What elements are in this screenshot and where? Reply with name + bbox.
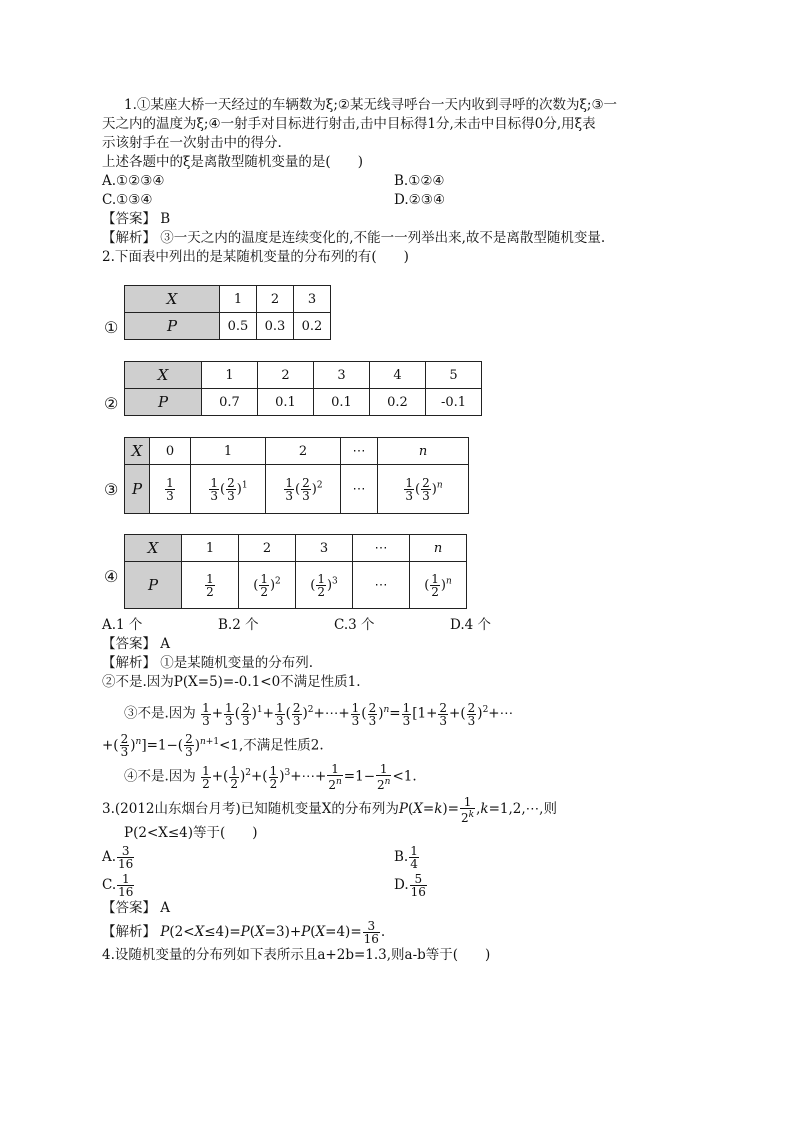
table3-cell: n (378, 438, 469, 465)
table3-header-p: P (125, 465, 150, 514)
table4-cell: ( $\frac{1}{2}$ )$^2$ (239, 562, 296, 609)
q1-line1: 1.①某座大桥一天经过的车辆数为ξ;②某无线寻呼台一天内收到寻呼的次数为ξ;③一 (124, 97, 618, 113)
table1-cell: 0.3 (257, 313, 294, 340)
q1-answer: 【答案】 B (102, 211, 171, 227)
table2-label: ② (104, 394, 119, 413)
table4-cell: ( $\frac{1}{2}$ )$^3$ (296, 562, 353, 609)
table4-header-p: P (125, 562, 182, 609)
q3-analysis-label: 【解析】 (102, 923, 156, 940)
table2-cell: 0.1 (258, 389, 314, 416)
q1-option-a: A.①②③④ (102, 173, 165, 189)
table2-header-p: P (125, 389, 202, 416)
q3-options-row2 (102, 871, 682, 899)
q2-stem: 2.下面表中列出的是某随机变量的分布列的有( ) (102, 249, 409, 265)
q1-options-row2 (102, 191, 682, 210)
q3-option-b-label: B. (394, 848, 409, 865)
q3-stem-text: 3.(2012山东烟台月考)已知随机变量X的分布列为 (102, 801, 399, 817)
q3-option-a: A. $\frac{3}{16}$ (102, 843, 134, 871)
q2-option-c: C.3 个 (334, 617, 375, 633)
table2 (124, 361, 482, 416)
table1-cell: 3 (294, 286, 331, 313)
q3-option-a-label: A. (102, 848, 117, 865)
worksheet-continued (102, 616, 682, 965)
table1-header-p: P (125, 313, 220, 340)
q3-option-b: B. $\frac{1}{4}$ (394, 843, 418, 871)
table2-cell: 0.7 (202, 389, 258, 416)
table1-header-x: X (125, 286, 220, 313)
q2-options (102, 616, 682, 635)
table3-cell: $\frac{1}{3}$ ( $\frac{2}{3}$ )$^n$ (378, 465, 469, 514)
table2-cell: 5 (426, 362, 482, 389)
table3-header-x: X (125, 438, 150, 465)
q2-analysis-4: ④不是.因为 $\frac{1}{2}$ +( $\frac{1}{2}$ )$^2$+( $\frac{1}{2}$ )$^3$+⋯+ $\frac{1}{2^n}$ =1− $\frac{1}{2^n}$ <1. (124, 762, 417, 792)
table2-cell: 4 (370, 362, 426, 389)
q3-stem: 3.(2012山东烟台月考)已知随机变量X的分布列为P(X=k)= $\frac{1}{2^k}$ ,k=1,2,⋯,则 (102, 794, 557, 825)
q1-options-row1 (102, 172, 682, 191)
table3-cell: $\frac{1}{3}$ ( $\frac{2}{3}$ )$^1$ (191, 465, 266, 514)
q3-option-d-label: D. (394, 876, 409, 893)
table4-cell: 1 (182, 535, 239, 562)
table3-cell: 1 (191, 438, 266, 465)
table3-cell: $\frac{1}{3}$ ( $\frac{2}{3}$ )$^2$ (266, 465, 341, 514)
q3-option-d: D. $\frac{5}{16}$ (394, 871, 426, 899)
q2-analysis-3b-text: ,不满足性质2. (238, 737, 324, 753)
q3-stem-2: P(2<X≤4)等于( ) (124, 824, 258, 841)
table4-cell: $\frac{1}{2}$ (182, 562, 239, 609)
q2-analysis-3b: +( $\frac{2}{3}$ )$^n$]=1−( $\frac{2}{3}$ )$^{n+1}$<1,不满足性质2. (102, 732, 324, 759)
q1-option-b: B.①②④ (394, 173, 445, 189)
table1-label: ① (104, 318, 119, 337)
worksheet (102, 96, 682, 267)
q1-option-d: D.②③④ (394, 192, 445, 208)
table3-cell: ⋯ (341, 438, 378, 465)
q3-analysis: 【解析】 P(2<X≤4)=P(X=3)+P(X=4)= $\frac{3}{16}$ . (102, 918, 386, 946)
table4-cell: n (410, 535, 467, 562)
q1-analysis: 【解析】 ③一天之内的温度是连续变化的,不能一一列举出来,故不是离散型随机变量. (102, 230, 606, 246)
table2-cell: 3 (314, 362, 370, 389)
table2-cell: 0.2 (370, 389, 426, 416)
table3-label: ③ (104, 480, 119, 499)
table2-cell: 0.1 (314, 389, 370, 416)
table3-cell: $\frac{1}{3}$ (150, 465, 191, 514)
table3 (124, 437, 469, 514)
q1-line3: 示该射手在一次射击中的得分. (102, 135, 282, 151)
q3-option-c: C. $\frac{1}{16}$ (102, 871, 134, 899)
q1-line2: 天之内的温度为ξ;④一射手对目标进行射击,击中目标得1分,未击中目标得0分,用ξ表 (102, 116, 596, 132)
table2-cell: -0.1 (426, 389, 482, 416)
q2-analysis-3: ③不是.因为 $\frac{1}{3}$ + $\frac{1}{3}$ ( $\frac{2}{3}$ )$^1$+ $\frac{1}{3}$ ( $\frac{2}{3}$ )$^2$+⋯+ $\frac{1}{3}$ ( $\frac{2}{3}$ )$^n$= $\frac{1}{3}$ [1+ $\frac{2}{3}$ +( $\frac{2}{3}$ )$^2$+⋯ (124, 700, 514, 728)
table4-header-x: X (125, 535, 182, 562)
q3-answer: 【答案】 A (102, 899, 171, 916)
table4-cell: ⋯ (353, 562, 410, 609)
q2-analysis-1: 【解析】 ①是某随机变量的分布列. (102, 655, 314, 671)
q3-option-c-label: C. (102, 876, 117, 893)
q3-options-row1 (102, 843, 682, 871)
q2-option-a: A.1 个 (102, 617, 143, 633)
table2-header-x: X (125, 362, 202, 389)
q1-line4: 上述各题中的ξ是离散型随机变量的是( ) (102, 154, 363, 170)
q2-analysis-4-text: ④不是.因为 (124, 768, 196, 785)
table2-cell: 2 (258, 362, 314, 389)
table1-cell: 0.5 (220, 313, 257, 340)
q4-stem: 4.设随机变量的分布列如下表所示且a+2b=1.3,则a-b等于( ) (102, 946, 491, 963)
table1-cell: 2 (257, 286, 294, 313)
table4-label: ④ (104, 567, 119, 586)
table3-cell: 0 (150, 438, 191, 465)
table4-cell: 3 (296, 535, 353, 562)
table4 (124, 534, 467, 609)
q2-option-b: B.2 个 (218, 617, 259, 633)
q2-answer: 【答案】 A (102, 636, 171, 652)
table4-cell: ⋯ (353, 535, 410, 562)
table3-cell: 2 (266, 438, 341, 465)
table4-cell: 2 (239, 535, 296, 562)
table2-cell: 1 (202, 362, 258, 389)
table1-cell: 1 (220, 286, 257, 313)
table3-cell: ⋯ (341, 465, 378, 514)
q2-option-d: D.4 个 (450, 617, 492, 633)
table1 (124, 285, 331, 340)
q1-option-c: C.①③④ (102, 192, 153, 208)
table1-cell: 0.2 (294, 313, 331, 340)
table4-cell: ( $\frac{1}{2}$ )$^n$ (410, 562, 467, 609)
q2-analysis-2: ②不是.因为P(X=5)=-0.1<0不满足性质1. (102, 674, 361, 690)
q2-analysis-3-text: ③不是.因为 (124, 705, 196, 722)
